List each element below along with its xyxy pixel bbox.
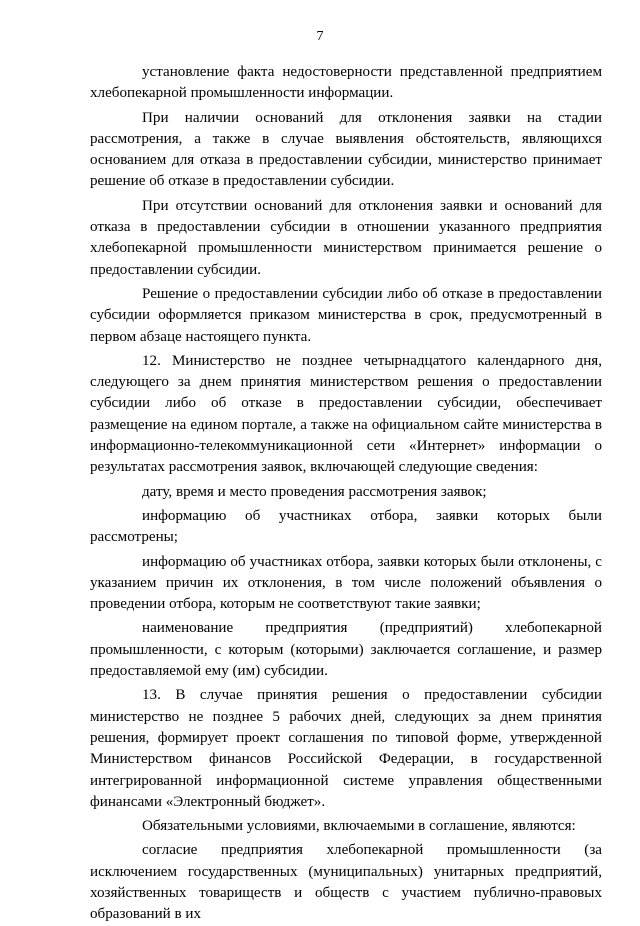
paragraph-11: Обязательными условиями, включаемыми в соглашение, являются: <box>142 818 576 835</box>
paragraph-4: Решение о предоставлении субсидии либо об отказе в предоставлении субсидии оформляется приказом министерства в срок, предусмотренный в первом абзаце настоящего пункта. <box>90 285 602 345</box>
paragraph-2: При наличии оснований для отклонения заявки на стадии рассмотрения, а также в случае выявления обстоятельств, являющихся основанием для отказа в предоставлении субсидии, министерство принимает решение об отказе в предоставлении субсидии. <box>90 109 602 190</box>
paragraph-12: согласие предприятия хлебопекарной промышленности (за исключением государственных (муниципальных) унитарных предприятий, хозяйственных товариществ и обществ с участием публично-правовых образований в их <box>90 842 602 923</box>
paragraph-8: информацию об участниках отбора, заявки которых были отклонены, с указанием причин их отклонения, в том числе положений объявления о проведении отбора, которым не соответствуют такие заявки; <box>90 553 602 613</box>
paragraph-1: установление факта недостоверности представленной предприятием хлебопекарной промышленности информации. <box>90 64 602 102</box>
paragraph-7: информацию об участниках отбора, заявки которых были рассмотрены; <box>90 507 602 546</box>
paragraph-10: 13. В случае принятия решения о предоставлении субсидии министерство не позднее 5 рабочих дней, следующих за днем принятия решения, формирует проект соглашения по типовой форме, утвержденной Министерством финансов Российской Федерации, в государственной интегрированной информационной системе управления общественными финансами «Электронный бюджет». <box>90 687 602 810</box>
paragraph-3: При отсутствии оснований для отклонения заявки и оснований для отказа в предоставлении субсидии в отношении указанного предприятия хлебопекарной промышленности министерством принимается решение о предоставлении субсидии. <box>90 197 602 278</box>
paragraph-9: наименование предприятия (предприятий) хлебопекарной промышленности, с которым (которыми) заключается соглашение, и размер предоставляемой ему (им) субсидии. <box>90 620 602 680</box>
paragraph-6: дату, время и место проведения рассмотрения заявок; <box>142 483 487 500</box>
page-number: 7 <box>316 29 324 44</box>
paragraph-5: 12. Министерство не позднее четырнадцатого календарного дня, следующего за днем принятия министерством решения о предоставлении субсидии либо об отказе в предоставлении субсидии, обеспечивает размещение на едином портале, а также на официальном сайте министерства в информационно-телекоммуникационной сети «Интернет» информации о результатах рассмотрения заявок, включающей следующие сведения: <box>90 352 602 476</box>
document-body <box>90 62 602 926</box>
